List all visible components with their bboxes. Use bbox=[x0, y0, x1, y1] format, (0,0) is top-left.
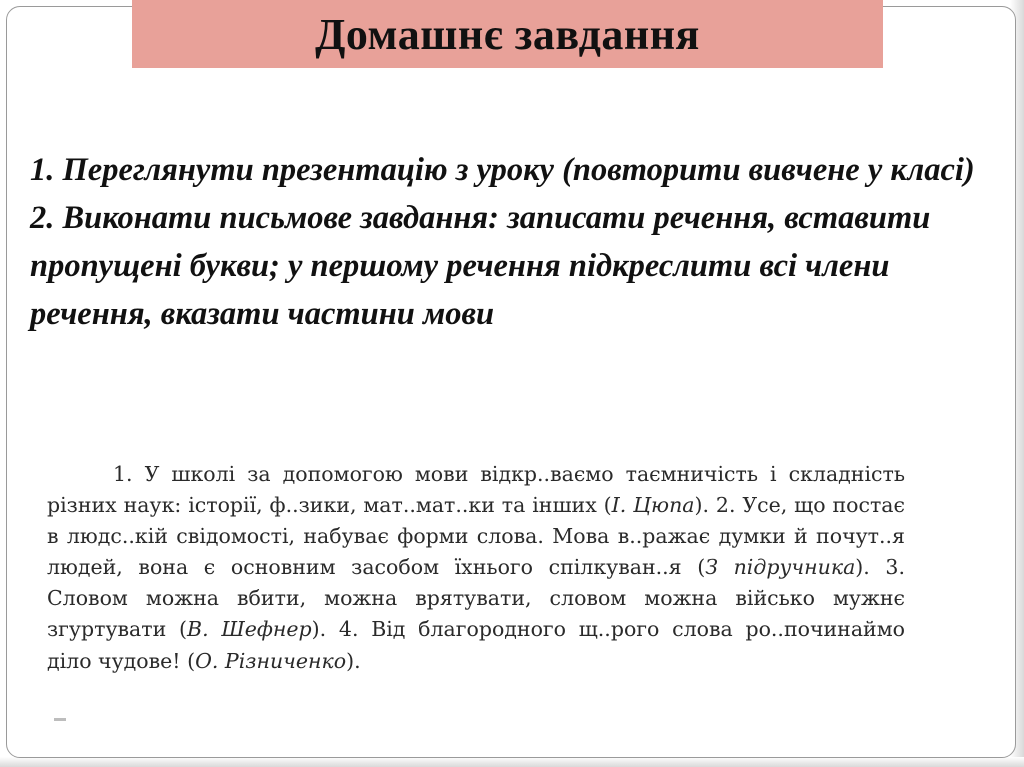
exercise-sentence-2: ). 2. Усе, що постає в людс..кій свідомості, набуває форми слова. Мова в..ражає думки й почут..я людей, вона є основним засобом їхнього спілкуван..я ( bbox=[47, 493, 905, 580]
exercise-author-3: В. Шефнер bbox=[187, 617, 312, 642]
exercise-sentence-1: 1. У школі за допомогою мови відкр..ваємо таємничість і складність різних наук: історії, ф..зики, мат..мат..ки та інших ( bbox=[47, 462, 905, 518]
title-banner bbox=[132, 0, 883, 68]
exercise-sentence-3: ). 3. Словом можна вбити, можна врятувати, словом можна військо мужнє згуртувати ( bbox=[47, 555, 905, 642]
exercise-closing: ). bbox=[346, 648, 361, 673]
exercise-author-1: І. Цюпа bbox=[611, 493, 695, 518]
task-list bbox=[30, 146, 1015, 338]
exercise-author-4: О. Різниченко bbox=[195, 648, 347, 673]
page-shadow-bottom bbox=[0, 757, 1024, 767]
exercise-sentence-4: ). 4. Від благородного щ..рого слова ро..починаймо діло чудове! ( bbox=[47, 617, 905, 673]
scan-mark bbox=[54, 718, 66, 721]
textbook-exercise bbox=[47, 459, 905, 677]
task-item-2: 2. Виконати письмове завдання: записати речення, вставити пропущені букви; у першому речення підкреслити всі члени речення, вказати частини мови bbox=[30, 200, 931, 332]
exercise-source-2: З підручника bbox=[705, 555, 856, 580]
slide-title: Домашнє завдання bbox=[315, 9, 700, 59]
task-item-1: 1. Переглянути презентацію з уроку (повторити вивчене у класі) bbox=[30, 152, 975, 188]
